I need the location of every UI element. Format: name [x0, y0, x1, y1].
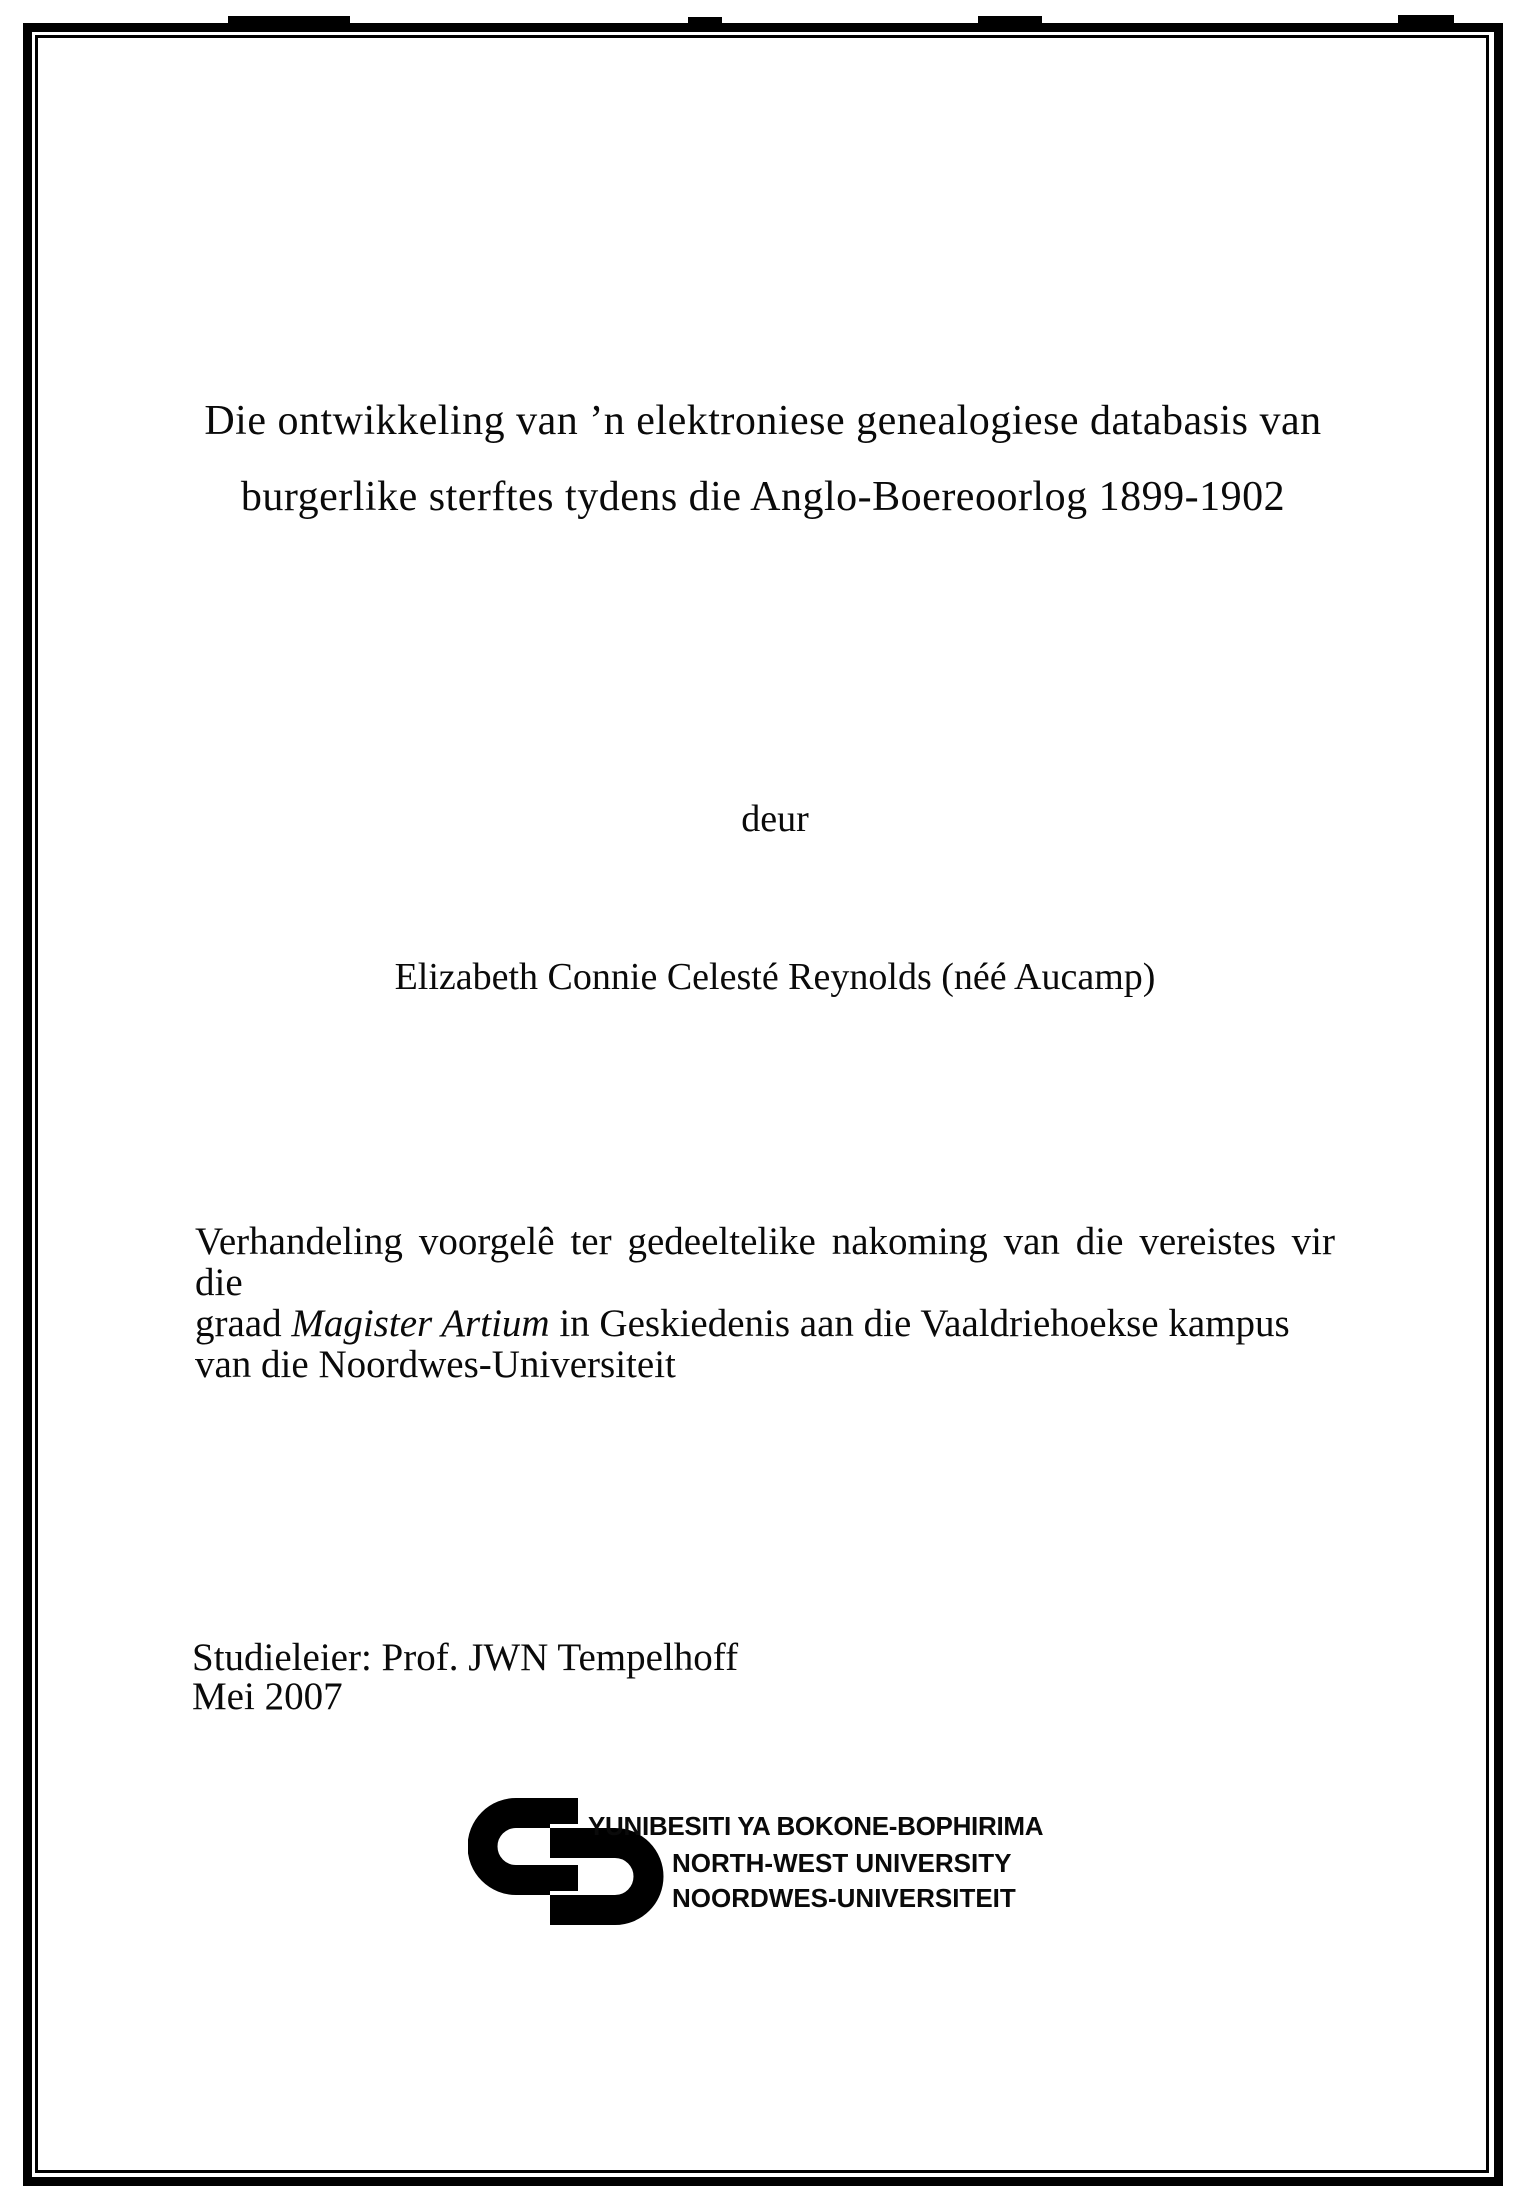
degree-statement — [195, 1221, 1335, 1385]
logo-text-english: NORTH-WEST UNIVERSITY — [672, 1848, 1012, 1878]
logo-text-afrikaans: NOORDWES-UNIVERSITEIT — [672, 1883, 1016, 1913]
author-name: Elizabeth Connie Celesté Reynolds (néé Aucamp) — [394, 956, 1156, 998]
logo-text-setswana: YUNIBESITI YA BOKONE-BOPHIRIMA — [588, 1811, 1044, 1841]
supervisor-line: Studieleier: Prof. JWN Tempelhoff — [192, 1636, 739, 1679]
scan-artifact — [1398, 15, 1454, 23]
date-line: Mei 2007 — [192, 1675, 343, 1718]
statement-line-3: van die Noordwes-Universiteit — [195, 1343, 676, 1386]
title-line-2: burgerlike sterftes tydens die Anglo-Boereoorlog 1899-1902 — [240, 474, 1286, 520]
statement-line-2-pre: graad — [195, 1302, 292, 1345]
statement-line-2 — [195, 1303, 1335, 1344]
degree-name-italic: Magister Artium — [291, 1302, 550, 1345]
statement-line-2-post: in Geskiedenis aan die Vaaldriehoekse kampus — [549, 1302, 1290, 1345]
supervisor-block — [192, 1638, 738, 1716]
document-title — [37, 383, 1489, 535]
statement-line-1: Verhandeling voorgelê ter gedeeltelike nakoming van die vereistes vir die — [195, 1220, 1335, 1304]
byline-label: deur — [741, 798, 809, 840]
title-line-1: Die ontwikkeling van ’n elektroniese genealogiese databasis van — [204, 398, 1322, 444]
